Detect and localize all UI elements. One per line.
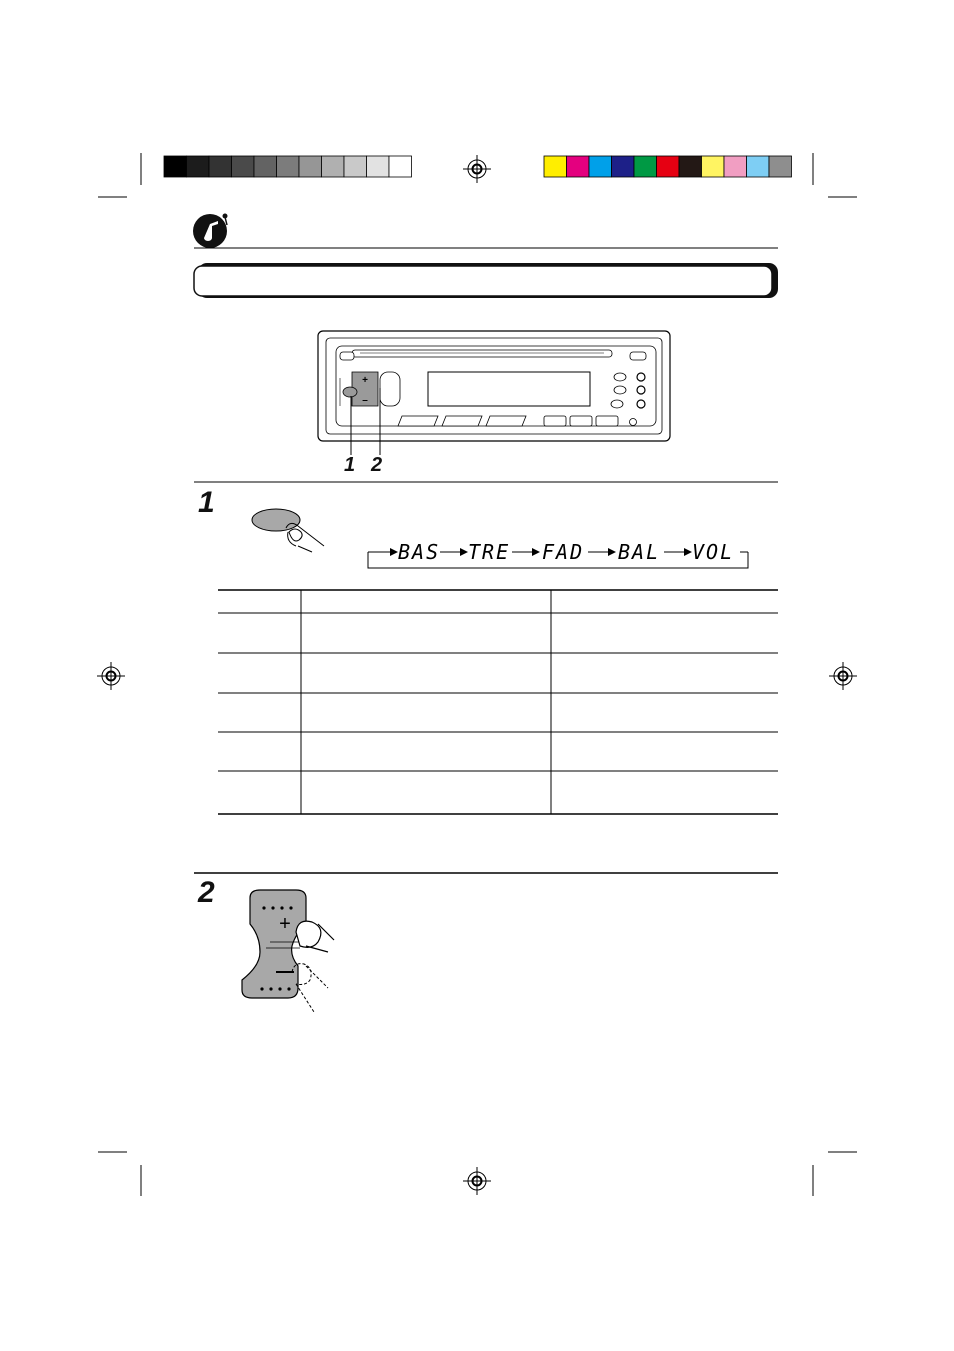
sequence-item-bal: BAL: [618, 540, 661, 564]
callout-label-1: 1: [344, 454, 356, 476]
sequence-item-fad: FAD: [542, 540, 585, 564]
svg-text:–: –: [362, 395, 368, 406]
sequence-item-vol: VOL: [692, 540, 735, 564]
step-2-number: 2: [198, 876, 215, 909]
svg-text:+: +: [362, 375, 368, 386]
callout-label-2: 2: [371, 454, 383, 476]
svg-text:+: +: [279, 913, 291, 935]
sequence-item-tre: TRE: [468, 540, 511, 564]
sequence-item-bas: BAS: [398, 540, 441, 564]
step-1-number: 1: [198, 486, 215, 519]
